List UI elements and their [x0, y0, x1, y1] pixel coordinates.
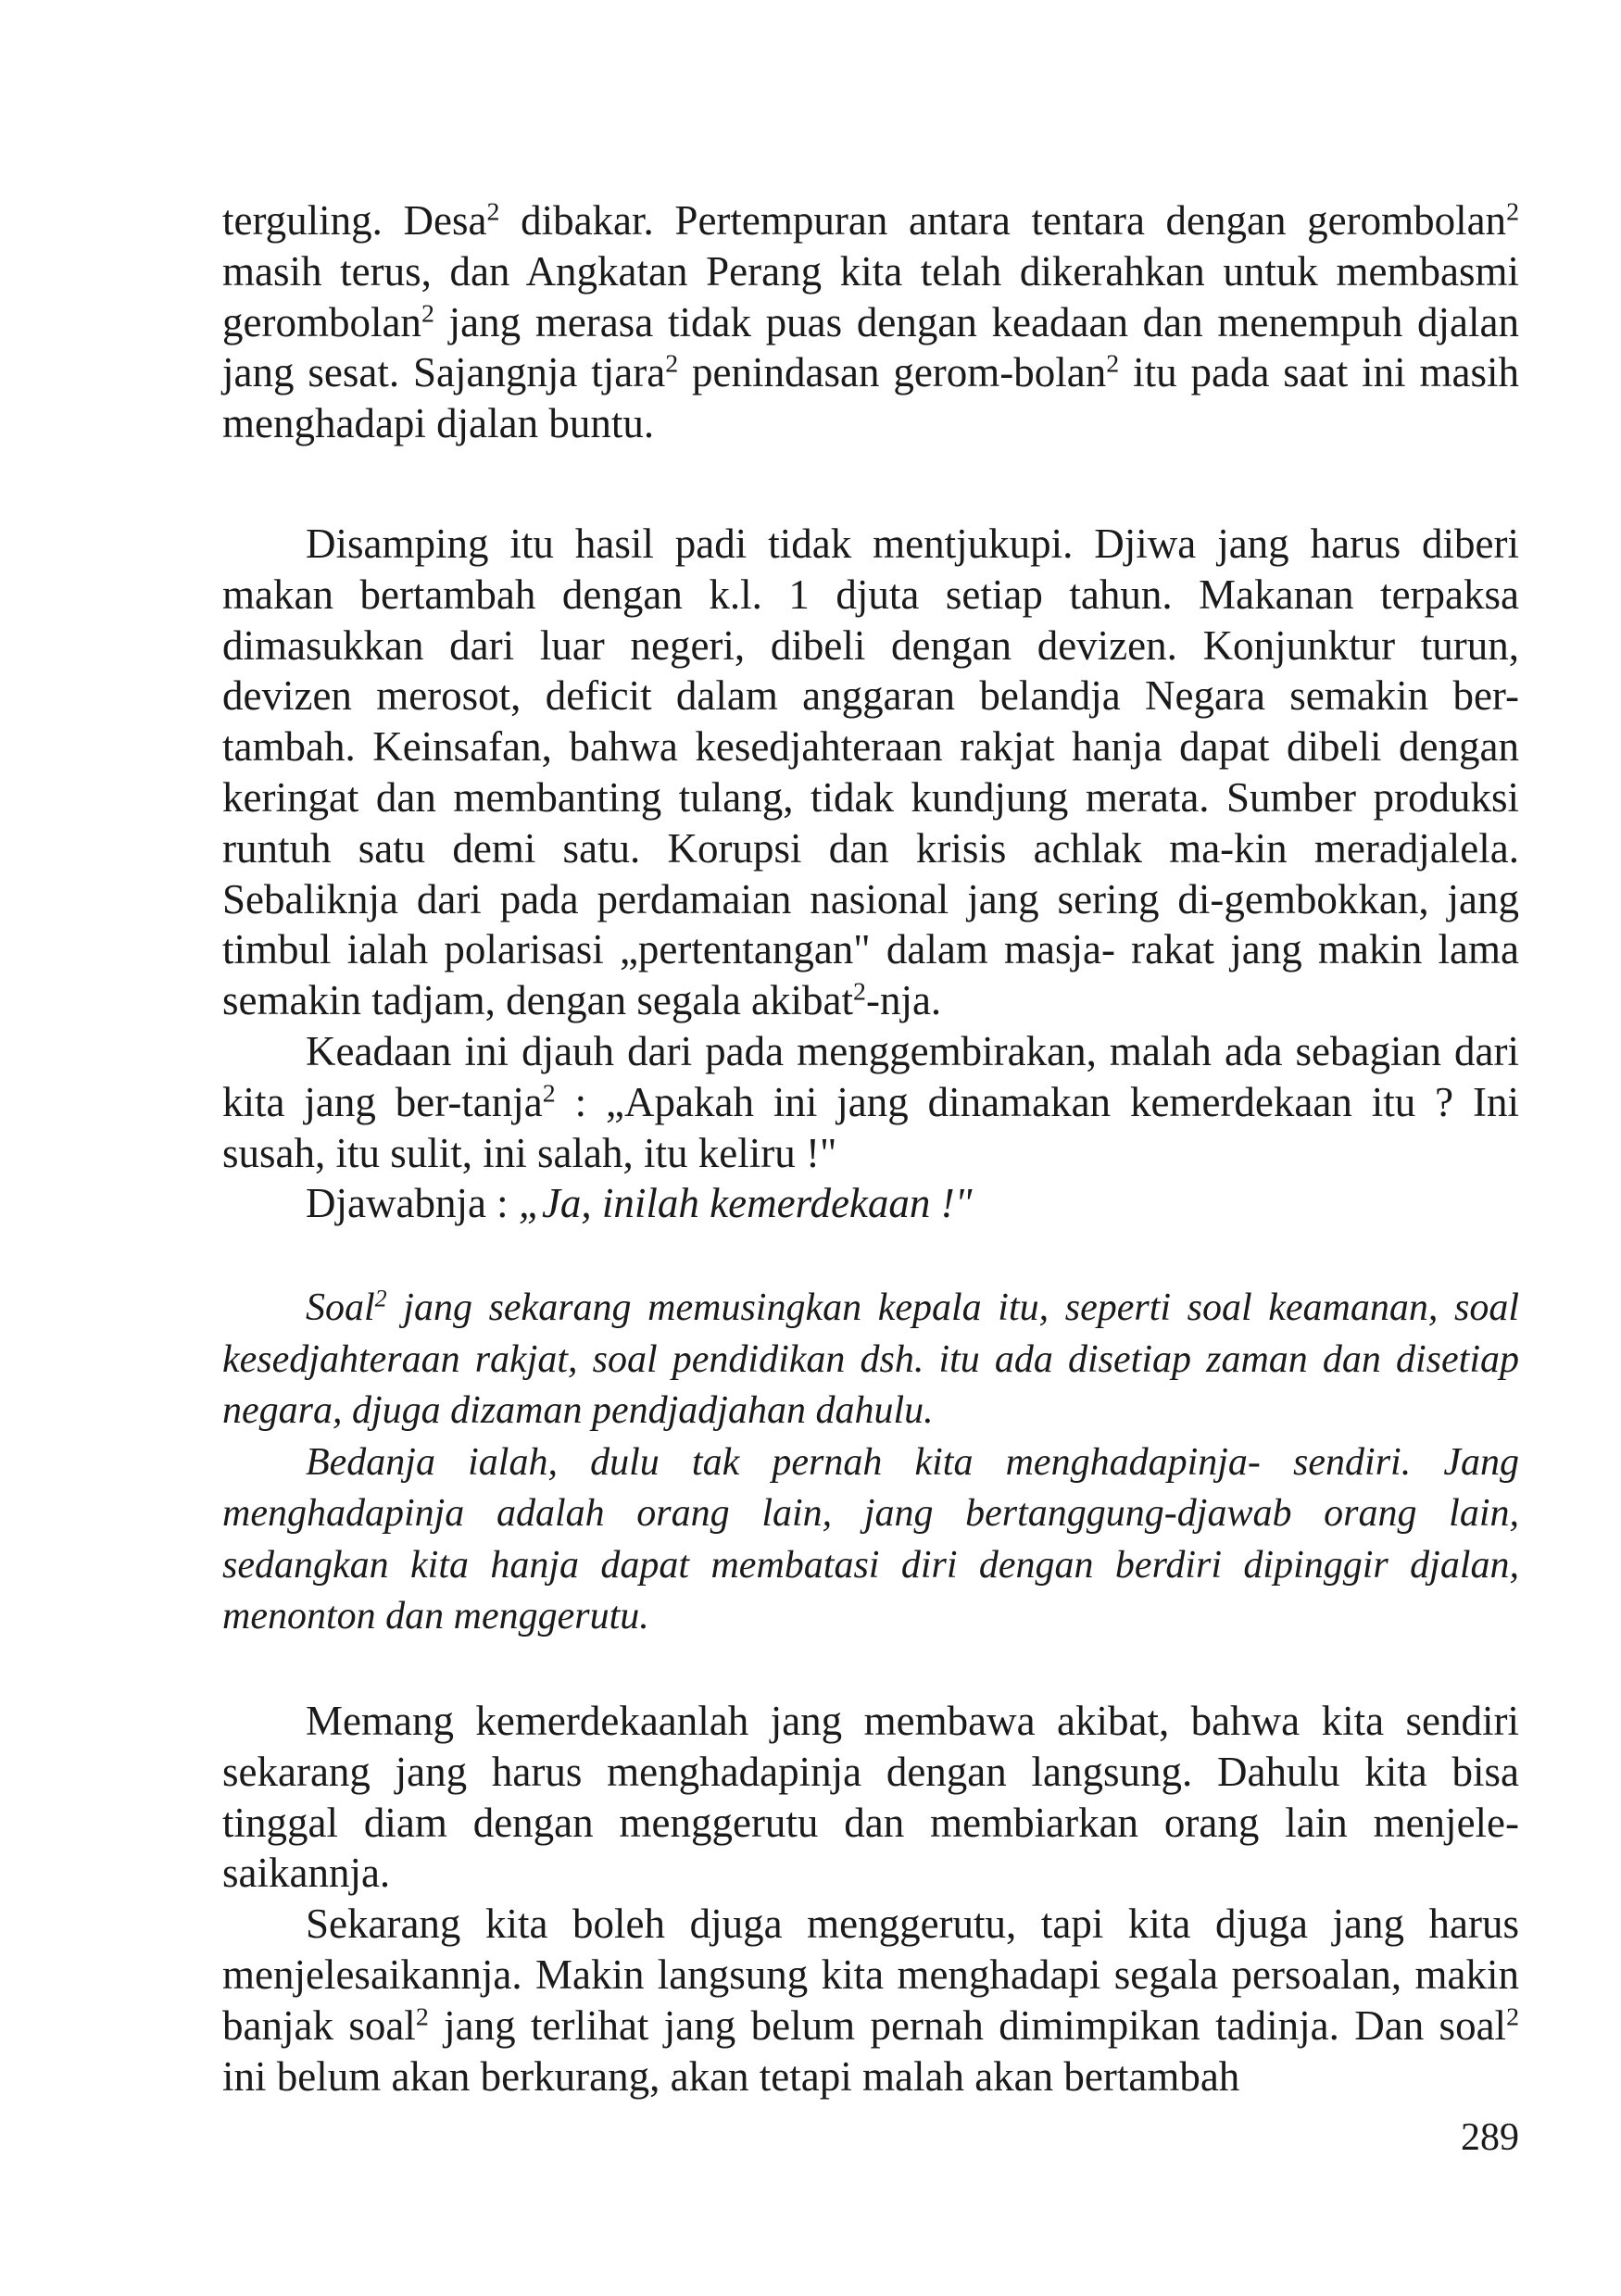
paragraph-block-italic: [222, 1283, 1519, 1643]
paragraph-5: Soal$^2$ jang sekarang memusingkan kepala itu, seperti soal keamanan, soal kesedjahteraan rakjat, soal pendidikan dsh. itu ada disetiap zaman dan disetiap negara, djuga dizaman pendjadjahan dahulu.: [222, 1285, 1519, 1432]
paragraph-1: terguling. Desa$^2$ dibakar. Pertempuran antara tentara dengan gerombolan$^2$ masih terus, dan Angkatan Perang kita telah dikerahkan untuk membasmi gerombolan$^2$ jang merasa tidak puas dengan keadaan dan menempuh djalan jang sesat. Sajangnja tjara$^2$ penindasan gerom-bolan$^2$ itu pada saat ini masih menghadapi djalan buntu.: [222, 197, 1520, 447]
paragraph-6: Bedanja ialah, dulu tak pernah kita menghadapinja- sendiri. Jang menghadapinja adalah orang lain, jang bertanggung-djawab orang lain, sedangkan kita hanja dapat membatasi diri dengan berdiri dipinggir djalan, menonton dan menggerutu.: [222, 1440, 1519, 1637]
paragraph-block-1: [222, 195, 1519, 449]
paragraph-3: Keadaan ini djauh dari pada menggembirakan, malah ada sebagian dari kita jang ber-tanja$^2$ : „Apakah ini jang dinamakan kemerdekaan itu ? Ini susah, itu sulit, ini salah, itu keliru !": [222, 1027, 1519, 1176]
paragraph-block-4: [222, 1696, 1519, 2102]
paragraph-8: Sekarang kita boleh djuga menggerutu, tapi kita djuga jang harus menjelesaikannja. Makin langsung kita menghadapi segala persoalan, makin banjak soal$^2$ jang terlihat jang belum pernah dimimpikan tadinja. Dan soal$^2$ ini belum akan berkurang, akan tetapi malah akan bertambah: [222, 1901, 1520, 2100]
page-number: 289: [1461, 2116, 1519, 2159]
paragraph-block-2: [222, 519, 1519, 1229]
paragraph-4: Djawabnja : „Ja, inilah kemerdekaan !": [306, 1180, 973, 1227]
paragraph-2: Disamping itu hasil padi tidak mentjukupi. Djiwa jang harus diberi makan bertambah dengan k.l. 1 djuta setiap tahun. Makanan terpaksa dimasukkan dari luar negeri, dibeli dengan devizen. Konjunktur turun, devizen merosot, deficit dalam anggaran belandja Negara semakin ber-tambah. Keinsafan, bahwa kesedjahteraan rakjat hanja dapat dibeli dengan keringat dan membanting tulang, tidak kundjung merata. Sumber produksi runtuh satu demi satu. Korupsi dan krisis achlak ma-kin meradjalela. Sebaliknja dari pada perdamaian nasional jang sering di-gembokkan, jang timbul ialah polarisasi „pertentangan" dalam masja- rakat jang makin lama semakin tadjam, dengan segala akibat$^2$-nja.: [222, 521, 1519, 1024]
paragraph-7: Memang kemerdekaanlah jang membawa akibat, bahwa kita sendiri sekarang jang harus menghadapinja dengan langsung. Dahulu kita bisa tinggal diam dengan menggerutu dan membiarkan orang lain menjele-saikannja.: [222, 1698, 1519, 1897]
